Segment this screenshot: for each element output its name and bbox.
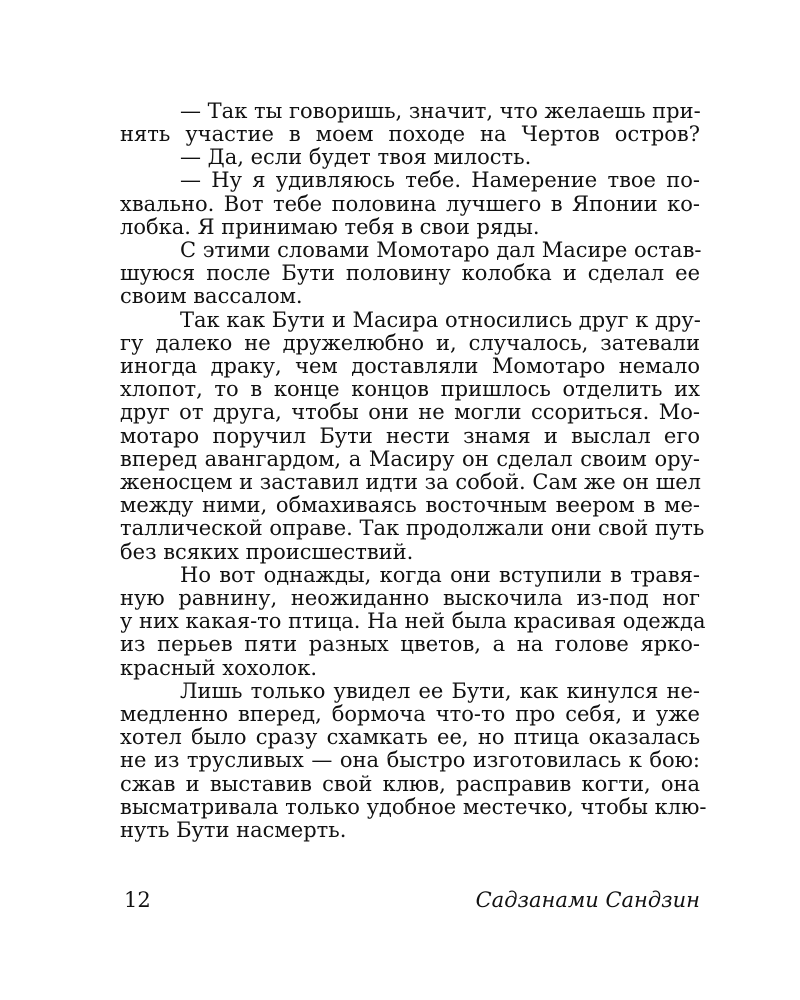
- text-line: своим вассалом.: [120, 284, 303, 308]
- text-line: сжав и выставив свой клюв, расправив когти, она: [120, 772, 700, 796]
- text-line: — Да, если будет твоя милость.: [180, 145, 532, 169]
- text-line: между ними, обмахиваясь восточным веером в ме-: [120, 493, 700, 517]
- text-line: у них какая-то птица. На ней была красивая одежда: [120, 609, 706, 633]
- text-line: хвально. Вот тебе половина лучшего в Японии ко-: [120, 192, 700, 216]
- text-line: мотаро поручил Бути нести знамя и выслал его: [120, 424, 700, 448]
- running-footer-author: Садзанами Сандзин: [475, 888, 700, 912]
- text-line: Лишь только увидел ее Бути, как кинулся не-: [180, 679, 700, 703]
- text-line: друг от друга, чтобы они не могли ссориться. Мо-: [120, 400, 700, 424]
- text-line: без всяких происшествий.: [120, 540, 414, 564]
- text-line: красный хохолок.: [120, 656, 317, 680]
- body-text: [120, 99, 707, 870]
- text-line: нуть Бути насмерть.: [120, 818, 347, 842]
- text-line: иногда драку, чем доставляли Момотаро немало: [120, 354, 700, 378]
- text-line: гу далеко не дружелюбно и, случалось, затевали: [120, 331, 700, 355]
- text-line: хлопот, то в конце концов пришлось отделить их: [120, 377, 700, 401]
- text-line: Но вот однажды, когда они вступили в травя-: [180, 563, 700, 587]
- text-line: С этими словами Момотаро дал Масире остав-: [180, 238, 702, 262]
- text-line: Так как Бути и Масира относились друг к дру-: [180, 308, 701, 332]
- text-line: — Так ты говоришь, значит, что желаешь при-: [180, 99, 701, 123]
- text-line: нять участие в моем походе на Чертов остров?: [120, 122, 700, 146]
- text-line: ную равнину, неожиданно выскочила из-под ног: [120, 586, 700, 610]
- text-line: шуюся после Бути половину колобка и сделал ее: [120, 261, 700, 285]
- text-line: хотел было сразу схамкать ее, но птица оказалась: [120, 725, 700, 749]
- text-line: не из трусливых — она быстро изготовилась к бою:: [120, 748, 700, 772]
- text-line: высматривала только удобное местечко, чтобы клю-: [120, 795, 707, 819]
- text-line: — Ну я удивляюсь тебе. Намерение твое по-: [180, 168, 700, 192]
- text-line: лобка. Я принимаю тебя в свои ряды.: [120, 215, 540, 239]
- text-line: вперед авангардом, а Масиру он сделал своим ору-: [120, 447, 700, 471]
- page-number: 12: [124, 888, 151, 912]
- text-line: таллической оправе. Так продолжали они свой путь: [120, 516, 705, 540]
- text-line: женосцем и заставил идти за собой. Сам же он шел: [120, 470, 701, 494]
- text-line: медленно вперед, бормоча что-то про себя, и уже: [120, 702, 700, 726]
- text-line: из перьев пяти разных цветов, а на голове ярко-: [120, 632, 700, 656]
